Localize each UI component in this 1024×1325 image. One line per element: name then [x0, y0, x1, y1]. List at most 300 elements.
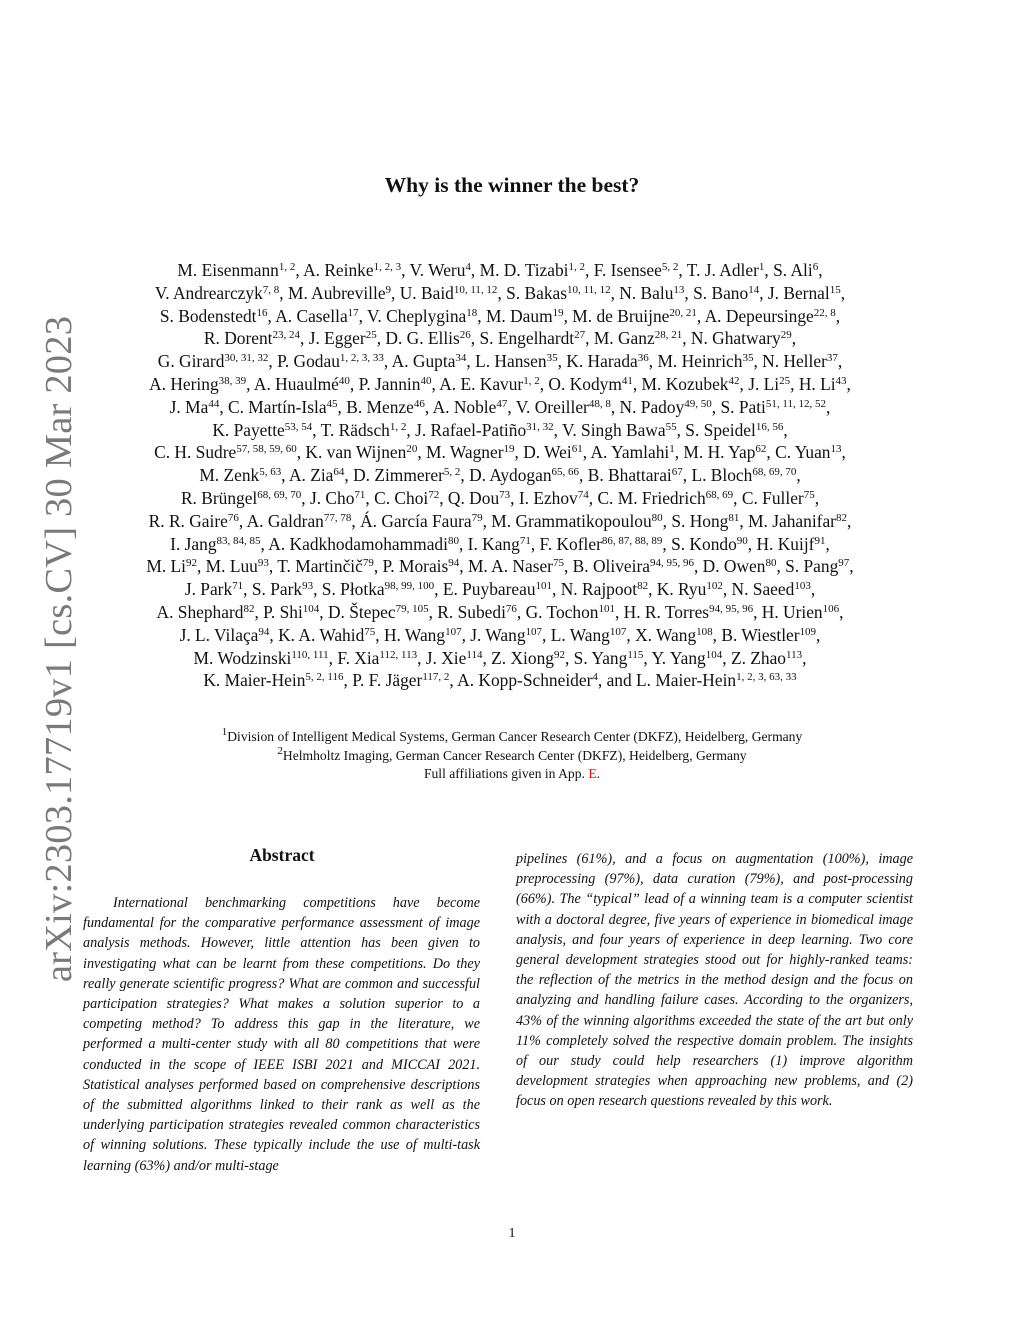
author-name: , R. Subedi [428, 601, 506, 622]
author-name: , Z. Zhao [722, 647, 786, 668]
author-name: M. Wodzinski [193, 647, 292, 668]
author-affiliation-marker: 27 [574, 329, 586, 342]
author-name: , P. F. Jäger [343, 670, 423, 691]
affiliation-note [0, 765, 1024, 784]
author-name: , S. Pati [711, 396, 766, 417]
arxiv-sidebar [33, 315, 85, 983]
author-affiliation-marker: 44 [208, 397, 220, 410]
author-affiliation-marker: 48, 8 [588, 397, 611, 410]
arxiv-id: arXiv:2303.17719v1 [cs.CV] 30 Mar 2023 [38, 315, 81, 983]
author-name: , M. Daum [477, 305, 553, 326]
author-name: A. Shephard [156, 601, 244, 622]
author-line [80, 464, 920, 487]
author-line [80, 396, 920, 419]
author-affiliation-marker: 18 [466, 306, 478, 319]
author-name: , [810, 579, 816, 600]
page-number: 1 [508, 1226, 516, 1241]
author-affiliation-marker: 31, 32 [526, 420, 554, 433]
author-affiliation-marker: 16, 56 [755, 420, 784, 433]
author-affiliation-marker: 79 [471, 511, 483, 524]
author-affiliation-marker: 1 [758, 261, 765, 273]
author-affiliation-marker: 71 [232, 580, 244, 593]
author-affiliation-marker: 55 [665, 420, 677, 433]
author-name: , K. Ryu [648, 579, 707, 600]
author-name: , T. Martinčič [268, 556, 363, 577]
author-affiliation-marker: 94 [448, 557, 460, 570]
author-affiliation-marker: 102 [706, 580, 723, 593]
author-name: , V. Cheplygina [358, 305, 467, 326]
author-name: , J. Bernal [759, 282, 830, 303]
author-name: , [846, 373, 851, 394]
author-name: , [818, 260, 823, 280]
author-affiliation-marker: 68, 69, 70 [257, 488, 302, 501]
author-name: , I. Kang [458, 533, 520, 554]
author-name: , A. Gupta [383, 351, 456, 372]
author-affiliation-marker: 5, 63 [259, 466, 282, 479]
author-name: , S. Bakas [497, 282, 568, 303]
author-affiliation-marker: 68, 69 [705, 488, 734, 501]
author-affiliation-marker: 25 [365, 329, 377, 342]
author-affiliation-marker: 1, 2, 3 [373, 261, 402, 273]
author-affiliation-marker: 29 [780, 329, 792, 342]
author-name: , L. Wang [542, 624, 610, 645]
author-affiliation-marker: 81 [728, 511, 740, 524]
author-affiliation-marker: 10, 11, 12 [567, 283, 611, 296]
author-name: , D. G. Ellis [376, 328, 460, 349]
author-affiliation-marker: 77, 78 [323, 511, 352, 524]
author-affiliation-marker: 40 [338, 374, 350, 387]
author-affiliation-marker: 93 [302, 580, 314, 593]
author-name: , D. Zimmerer [344, 465, 444, 486]
author-name: , S. Speidel [676, 419, 756, 440]
author-affiliation-marker: 1 [669, 443, 675, 456]
author-affiliation-marker: 20 [406, 443, 418, 456]
author-name: , B. Oliveira [563, 556, 650, 577]
author-affiliation-marker: 92 [553, 648, 565, 661]
author-name: , and L. Maier-Hein [597, 670, 737, 691]
author-name: M. Li [146, 556, 186, 577]
author-affiliation-marker: 22, 8 [813, 306, 836, 319]
author-name: , N. Rajpoot [552, 579, 638, 600]
author-name: , G. Tochon [516, 601, 599, 622]
author-line [80, 441, 920, 464]
author-name: , [849, 556, 854, 577]
author-affiliation-marker: 94 [258, 625, 270, 638]
affiliation-1-marker: 1 [221, 726, 228, 738]
author-name: , A. Galdran [238, 510, 324, 531]
author-name: , T. Rädsch [312, 419, 390, 440]
author-line [80, 624, 920, 647]
author-affiliation-marker: 80 [765, 557, 777, 570]
author-name: , J. Rafael-Patiño [406, 419, 527, 440]
author-name: , M. Luu [196, 556, 258, 577]
author-affiliation-marker: 74 [577, 488, 589, 501]
author-affiliation-marker: 90 [736, 534, 748, 547]
author-name: , N. Saeed [722, 579, 795, 600]
author-affiliation-marker: 34 [455, 352, 467, 365]
author-affiliation-marker: 6 [812, 261, 819, 273]
author-name: K. Maier-Hein [203, 670, 306, 691]
author-affiliation-marker: 62 [755, 443, 767, 456]
author-name: , [796, 465, 801, 486]
affiliation-note-suffix: . [596, 766, 601, 781]
author-affiliation-marker: 1, 2, 3, 33 [339, 352, 384, 365]
author-affiliation-marker: 94, 95, 96 [649, 557, 694, 570]
author-line [80, 510, 920, 533]
author-affiliation-marker: 93 [257, 557, 269, 570]
author-affiliation-marker: 9 [385, 283, 392, 296]
author-affiliation-marker: 107 [445, 625, 462, 638]
author-affiliation-marker: 5, 2 [443, 466, 461, 479]
author-affiliation-marker: 92 [185, 557, 197, 570]
author-affiliation-marker: 1, 2 [278, 261, 296, 273]
author-line [80, 487, 920, 510]
author-affiliation-marker: 4 [465, 261, 471, 273]
abstract-left-column: International benchmarking competitions have become fundamental for the comparative performance assessment of image analysis methods. However, little attention has been given to investigating what can be learnt from these competitions. Do they really generate scientific progress? What are common and successful participation strategies? What makes a solution superior to a competing method? To address this gap in the literature, we performed a multi-center study with all 80 competitions that were conducted in the scope of IEEE ISBI 2021 and MICCAI 2021. Statistical analyses performed based on comprehensive descriptions of the submitted algorithms linked to their rank as well as the underlying participation strategies revealed common characteristics of winning solutions. These typically include the use of multi-task learning (63%) and/or multi-stage [83, 895, 480, 1174]
author-name: , C. Choi [365, 487, 429, 508]
author-name: , S. Hong [662, 510, 729, 531]
author-name: , J. Xie [417, 647, 467, 668]
author-name: , [835, 305, 841, 326]
author-name: J. Park [184, 579, 233, 600]
author-affiliation-marker: 106 [822, 602, 840, 615]
author-name: , [825, 396, 831, 417]
author-affiliation-marker: 42 [728, 374, 740, 387]
author-affiliation-marker: 1, 2 [389, 420, 407, 433]
author-affiliation-marker: 45 [326, 397, 338, 410]
author-affiliation-marker: 4 [592, 671, 598, 684]
author-name: , L. Bloch [682, 465, 753, 486]
author-affiliation-marker: 20, 21 [669, 306, 697, 319]
author-name: A. Hering [149, 373, 219, 394]
author-affiliation-marker: 5, 2 [661, 261, 679, 273]
author-line [80, 350, 920, 373]
author-affiliation-marker: 75 [364, 625, 376, 638]
author-name: , S. Engelhardt [470, 328, 575, 349]
author-name: , M. Kozubek [632, 373, 729, 394]
author-affiliation-marker: 112, 113 [379, 648, 418, 661]
author-name: , M. Wagner [417, 442, 504, 463]
author-affiliation-marker: 40 [420, 374, 432, 387]
author-affiliation-marker: 35 [742, 352, 754, 365]
author-name: , S. Park [243, 579, 303, 600]
author-name: , F. Isensee [585, 260, 662, 280]
paper-title: Why is the winner the best? [384, 173, 640, 197]
author-name: , D. Owen [693, 556, 766, 577]
author-name: , L. Hansen [466, 351, 547, 372]
appendix-link[interactable]: E [588, 766, 597, 781]
affiliation-2 [0, 744, 1024, 766]
affiliation-1-text: Division of Intelligent Medical Systems, German Cancer Research Center (DKFZ), Heidelberg, Germany [227, 729, 803, 744]
author-name: M. Zenk [199, 465, 260, 486]
affiliation-1 [0, 728, 1024, 747]
author-name: , U. Baid [391, 282, 454, 303]
author-affiliation-marker: 94, 95, 96 [709, 602, 754, 615]
author-affiliation-marker: 67 [671, 466, 683, 479]
author-affiliation-marker: 76 [505, 602, 517, 615]
author-name: , J. Cho [301, 487, 355, 508]
author-affiliation-marker: 53, 54 [284, 420, 313, 433]
author-affiliation-marker: 30, 31, 32 [224, 352, 269, 365]
author-name: R. Dorent [203, 328, 273, 349]
author-name: , I. Ezhov [510, 487, 578, 508]
author-affiliation-marker: 37 [826, 352, 838, 365]
author-affiliation-marker: 57, 58, 59, 60 [236, 443, 297, 456]
author-name: , P. Godau [268, 351, 340, 372]
author-affiliation-marker: 86, 87, 88, 89 [601, 534, 663, 547]
author-name: S. Bodenstedt [159, 305, 257, 326]
author-name: , M. H. Yap [674, 442, 756, 463]
author-name: , S. Pang [776, 556, 839, 577]
author-affiliation-marker: 115 [627, 648, 644, 661]
author-name: , A. Casella [267, 305, 348, 326]
author-affiliation-marker: 19 [503, 443, 515, 456]
author-affiliation-marker: 7, 8 [262, 283, 280, 296]
author-affiliation-marker: 25 [779, 374, 791, 387]
author-line [80, 419, 920, 442]
author-affiliation-marker: 91 [814, 534, 826, 547]
author-name: , C. Martín-Isla [219, 396, 327, 417]
author-affiliation-marker: 46 [413, 397, 425, 410]
abstract-right-column: pipelines (61%), and a focus on augmentation (100%), image preprocessing (97%), data curation (79%), and post-processing (66%). The “typical” lead of a winning team is a computer scientist with a doctoral degree, five years of experience in biomedical image analysis, and four years of experience in deep learning. Two core general development strategies stood out for highly-ranked teams: the reflection of the metrics in the method design and the focus on analyzing and handling failure cases. According to the organizers, 43% of the winning algorithms exceeded the state of the art but only 11% completely solved the respective domain problem. The insights of our study could help researchers (1) improve algorithm development strategies when approaching new problems, and (2) focus on open research questions revealed by this work. [516, 851, 913, 1110]
author-name: , O. Kodym [539, 373, 622, 394]
author-affiliation-marker: 117, 2 [422, 671, 450, 684]
author-name: , N. Ghatwary [682, 328, 781, 349]
author-name: , A. Noble [424, 396, 497, 417]
author-name: , Z. Xiong [482, 647, 554, 668]
author-name: , Q. Dou [439, 487, 500, 508]
author-affiliation-marker: 75 [552, 557, 564, 570]
author-name: , K. A. Wahid [269, 624, 365, 645]
author-affiliation-marker: 107 [609, 625, 627, 638]
author-affiliation-marker: 82 [637, 580, 649, 593]
author-affiliation-marker: 103 [794, 580, 811, 593]
author-affiliation-marker: 1, 2 [523, 374, 540, 387]
author-name: , J. Egger [300, 328, 366, 349]
author-name: , [846, 510, 852, 531]
author-line [80, 601, 920, 624]
author-name: , E. Puybareau [434, 579, 536, 600]
author-affiliation-marker: 16 [256, 306, 268, 319]
author-affiliation-marker: 51, 11, 12, 52 [765, 397, 826, 410]
author-name: , [802, 647, 807, 668]
author-name: , A. Kopp-Schneider [449, 670, 593, 691]
author-name: , M. D. Tizabi [470, 260, 569, 280]
author-name: , S. Ali [764, 260, 813, 280]
author-affiliation-marker: 79, 105 [395, 602, 429, 615]
author-affiliation-marker: 82 [243, 602, 255, 615]
author-name: , M. Grammatikopoulou [482, 510, 652, 531]
author-line [80, 669, 920, 692]
author-line [80, 533, 920, 556]
author-affiliation-marker: 80 [651, 511, 663, 524]
author-line [80, 555, 920, 578]
author-name: , M. Ganz [585, 328, 655, 349]
author-name: J. Ma [169, 396, 209, 417]
author-affiliation-marker: 10, 11, 12 [453, 283, 498, 296]
author-name: , K. Harada [557, 351, 638, 372]
author-affiliation-marker: 76 [227, 511, 239, 524]
author-name: , [840, 282, 846, 303]
author-name: , Á. García Faura [351, 510, 472, 531]
author-name: , S. Yang [564, 647, 628, 668]
author-affiliation-marker: 13 [830, 443, 842, 456]
author-name: , [791, 328, 797, 349]
author-list [80, 259, 920, 692]
author-affiliation-marker: 71 [354, 488, 366, 501]
author-name: C. H. Sudre [154, 442, 237, 463]
author-affiliation-marker: 1, 2 [568, 261, 586, 273]
author-name: I. Jang [170, 533, 217, 554]
author-affiliation-marker: 61 [571, 443, 583, 456]
abstract-heading: Abstract [249, 845, 315, 865]
author-name: , K. van Wijnen [296, 442, 407, 463]
author-name: , C. M. Friedrich [588, 487, 706, 508]
author-affiliation-marker: 5, 2, 116 [305, 671, 344, 684]
author-affiliation-marker: 104 [705, 648, 723, 661]
author-name: , H. Wang [375, 624, 446, 645]
author-affiliation-marker: 17 [347, 306, 359, 319]
author-name: , A. E. Kavur [431, 373, 524, 394]
author-name: , A. Depeursinge [696, 305, 814, 326]
author-name: , A. Reinke [295, 260, 374, 280]
author-affiliation-marker: 65, 66 [551, 466, 580, 479]
author-affiliation-marker: 107 [525, 625, 543, 638]
author-affiliation-marker: 82 [835, 511, 847, 524]
author-name: , [825, 533, 830, 554]
author-name: , X. Wang [626, 624, 697, 645]
author-name: G. Girard [157, 351, 225, 372]
affiliation-2-text: Helmholtz Imaging, German Cancer Research Center (DKFZ), Heidelberg, Germany [282, 747, 747, 763]
author-affiliation-marker: 43 [835, 374, 847, 387]
author-affiliation-marker: 38, 39 [218, 374, 247, 387]
author-affiliation-marker: 68, 69, 70 [752, 466, 797, 479]
author-name: , V. Oreiller [507, 396, 589, 417]
author-name: , C. Fuller [733, 487, 804, 508]
author-affiliation-marker: 101 [535, 580, 553, 593]
author-name: , [814, 487, 820, 508]
author-affiliation-marker: 113 [786, 648, 803, 661]
author-affiliation-marker: 19 [552, 306, 564, 319]
author-name: , F. Xia [328, 647, 380, 668]
author-name: , S. Płotka [313, 579, 385, 600]
author-name: , D. Wei [514, 442, 572, 463]
author-name: , A. Huaulmé [246, 373, 339, 394]
author-name: , P. Morais [373, 556, 449, 577]
author-line [80, 282, 920, 305]
author-line [80, 578, 920, 601]
author-name: , [837, 351, 843, 372]
author-name: , M. Heinrich [648, 351, 743, 372]
author-affiliation-marker: 36 [637, 352, 649, 365]
author-name: , H. Kuijf [747, 533, 815, 554]
author-name: , B. Menze [337, 396, 414, 417]
author-name: J. L. Vilaça [179, 624, 259, 645]
author-name: , A. Kadkhodamohammadi [260, 533, 448, 554]
author-name: , M. de Bruijne [563, 305, 670, 326]
author-affiliation-marker: 75 [803, 488, 815, 501]
author-line [80, 327, 920, 350]
author-affiliation-marker: 26 [459, 329, 471, 342]
author-name: , S. Bano [684, 282, 749, 303]
author-affiliation-marker: 72 [428, 488, 440, 501]
author-affiliation-marker: 14 [748, 283, 760, 296]
author-affiliation-marker: 97 [838, 557, 850, 570]
author-name: , F. Kofler [530, 533, 602, 554]
affiliations [0, 728, 1024, 784]
author-name: , [839, 601, 844, 622]
author-affiliation-marker: 110, 111 [291, 648, 329, 661]
author-name: , H. R. Torres [614, 601, 710, 622]
author-name: , M. Jahanifar [739, 510, 836, 531]
author-affiliation-marker: 49, 50 [684, 397, 712, 410]
author-name: M. Eisenmann [177, 260, 279, 280]
author-affiliation-marker: 1, 2, 3, 63, 33 [736, 671, 797, 684]
author-name: , N. Padoy [610, 396, 685, 417]
author-line [80, 373, 920, 396]
author-name: , [816, 624, 821, 645]
author-name: , H. Li [790, 373, 836, 394]
author-name: , S. Kondo [662, 533, 737, 554]
author-name: , P. Jannin [349, 373, 421, 394]
affiliation-2-marker: 2 [277, 744, 283, 757]
author-name: , V. Singh Bawa [553, 419, 666, 440]
author-affiliation-marker: 71 [519, 534, 531, 547]
author-line [80, 305, 920, 328]
affiliation-note-text: Full affiliations given in App. [423, 766, 589, 781]
author-name: , B. Wiestler [712, 624, 800, 645]
author-name: , N. Heller [753, 351, 827, 372]
author-name: , Y. Yang [643, 647, 706, 668]
author-name: , V. Weru [401, 260, 466, 280]
author-name: , H. Urien [753, 601, 823, 622]
author-name: R. R. Gaire [148, 510, 228, 531]
author-affiliation-marker: 109 [799, 625, 817, 638]
author-affiliation-marker: 23, 24 [272, 329, 300, 342]
author-name: , J. Wang [461, 624, 526, 645]
author-affiliation-marker: 35 [546, 352, 558, 365]
author-name: R. Brüngel [180, 487, 258, 508]
author-name: , [783, 419, 788, 440]
author-affiliation-marker: 104 [302, 602, 320, 615]
author-name: , M. A. Naser [459, 556, 553, 577]
author-name: , D. Štepec [319, 601, 396, 622]
author-name: , P. Shi [254, 601, 303, 622]
author-affiliation-marker: 15 [829, 283, 841, 296]
author-affiliation-marker: 80 [447, 534, 459, 547]
author-affiliation-marker: 114 [466, 648, 483, 661]
author-name: , M. Aubreville [279, 282, 386, 303]
author-affiliation-marker: 28, 21 [654, 329, 683, 342]
author-affiliation-marker: 64 [333, 466, 345, 479]
author-name: , N. Balu [610, 282, 674, 303]
author-name: , [841, 442, 846, 463]
author-name: , A. Yamlahi [582, 442, 670, 463]
author-affiliation-marker: 13 [673, 283, 685, 296]
author-name: K. Payette [212, 419, 285, 440]
author-affiliation-marker: 41 [621, 374, 633, 387]
author-name: , T. J. Adler [678, 260, 759, 280]
author-line [80, 259, 920, 282]
author-line [80, 647, 920, 670]
author-name: , D. Aydogan [460, 465, 552, 486]
author-name: , J. Li [739, 373, 780, 394]
author-name: , B. Bhattarai [579, 465, 672, 486]
author-affiliation-marker: 108 [696, 625, 713, 638]
author-name: , C. Yuan [766, 442, 831, 463]
author-affiliation-marker: 79 [362, 557, 374, 570]
author-affiliation-marker: 101 [598, 602, 615, 615]
